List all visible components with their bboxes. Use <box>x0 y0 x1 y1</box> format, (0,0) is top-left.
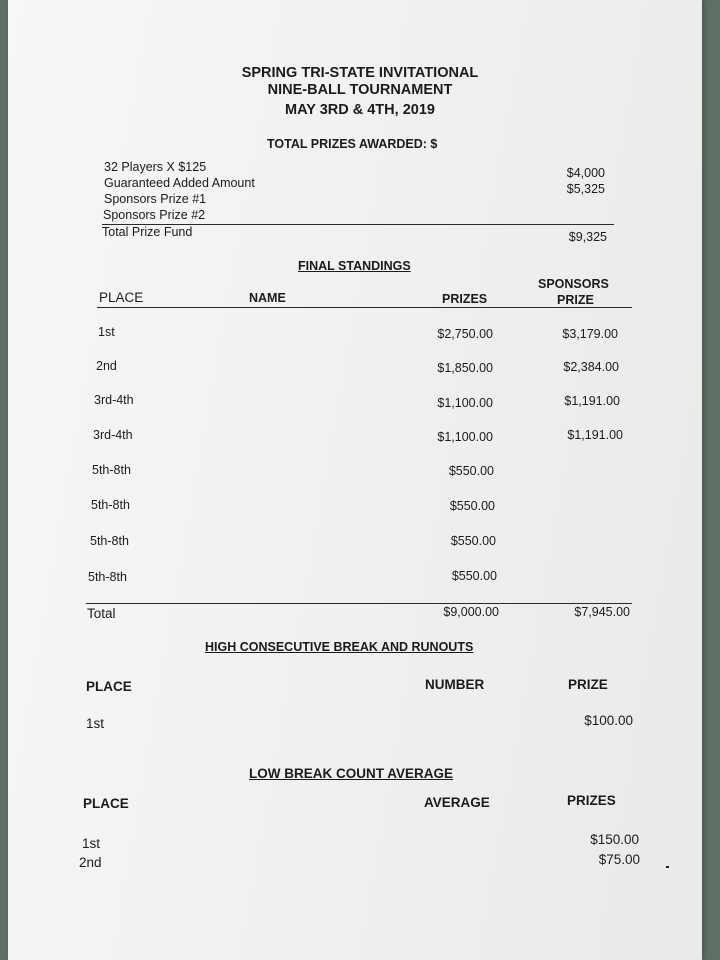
name-header: NAME <box>249 291 286 305</box>
standing-place: 1st <box>98 325 115 339</box>
place-header: PLACE <box>83 796 129 811</box>
standings-total-prize: $9,000.00 <box>443 605 499 619</box>
place-header: PLACE <box>99 290 144 305</box>
high-break-prize: $100.00 <box>584 713 633 728</box>
fund-total-label: Total Prize Fund <box>102 225 193 239</box>
final-standings-title: FINAL STANDINGS <box>298 259 411 273</box>
low-break-place: 2nd <box>79 855 102 870</box>
standings-total-divider <box>86 603 632 604</box>
standing-place: 5th-8th <box>92 463 131 477</box>
standing-prize: $550.00 <box>450 534 496 548</box>
fund-total-amount: $9,325 <box>568 230 607 244</box>
fund-item-label: Sponsors Prize #1 <box>104 192 207 206</box>
standing-prize: $1,850.00 <box>437 361 493 375</box>
fund-item-amount: $4,000 <box>566 166 605 180</box>
high-break-title: HIGH CONSECUTIVE BREAK AND RUNOUTS <box>205 640 474 654</box>
prize-header: PRIZE <box>568 677 608 692</box>
standing-place: 5th-8th <box>90 534 129 548</box>
standing-sponsor-prize: $1,191.00 <box>567 428 623 442</box>
title-line-1: SPRING TRI-STATE INVITATIONAL <box>241 65 479 81</box>
standing-sponsor-prize: $3,179.00 <box>562 327 618 341</box>
prizes-header: PRIZES <box>567 793 616 808</box>
standing-prize: $550.00 <box>449 499 495 513</box>
standings-header-divider <box>97 307 632 308</box>
low-break-place: 1st <box>82 836 101 851</box>
standing-sponsor-prize: $2,384.00 <box>563 360 619 374</box>
pen-mark <box>666 866 669 868</box>
average-header: AVERAGE <box>424 795 490 810</box>
prizes-header: PRIZES <box>442 292 488 306</box>
total-prizes-heading: TOTAL PRIZES AWARDED: $ <box>267 137 438 151</box>
low-break-title: LOW BREAK COUNT AVERAGE <box>249 766 453 781</box>
place-header: PLACE <box>86 679 132 694</box>
high-break-place: 1st <box>86 716 105 731</box>
standing-prize: $1,100.00 <box>437 396 493 410</box>
standing-place: 5th-8th <box>88 570 127 584</box>
standing-place: 3rd-4th <box>94 393 134 407</box>
title-line-2: NINE-BALL TOURNAMENT <box>267 82 453 98</box>
standing-prize: $1,100.00 <box>437 430 493 444</box>
standing-prize: $550.00 <box>451 569 497 583</box>
title-line-3: MAY 3RD & 4TH, 2019 <box>285 102 435 118</box>
standings-total-label: Total <box>87 606 116 621</box>
fund-item-label: 32 Players X $125 <box>104 160 207 174</box>
fund-item-label: Sponsors Prize #2 <box>103 208 206 222</box>
fund-item-amount: $5,325 <box>566 182 605 196</box>
low-break-prize: $75.00 <box>598 852 640 867</box>
standings-total-sponsor: $7,945.00 <box>574 605 630 619</box>
standing-prize: $2,750.00 <box>437 327 493 341</box>
standing-place: 5th-8th <box>91 498 130 512</box>
standing-place: 3rd-4th <box>93 428 133 442</box>
standing-place: 2nd <box>96 359 117 373</box>
number-header: NUMBER <box>425 677 485 692</box>
fund-item-label: Guaranteed Added Amount <box>104 176 255 190</box>
standing-sponsor-prize: $1,191.00 <box>564 394 620 408</box>
sponsors-header: PRIZE <box>557 293 594 307</box>
sponsors-header: SPONSORS <box>538 277 609 291</box>
low-break-prize: $150.00 <box>590 832 639 847</box>
standing-prize: $550.00 <box>448 464 494 478</box>
